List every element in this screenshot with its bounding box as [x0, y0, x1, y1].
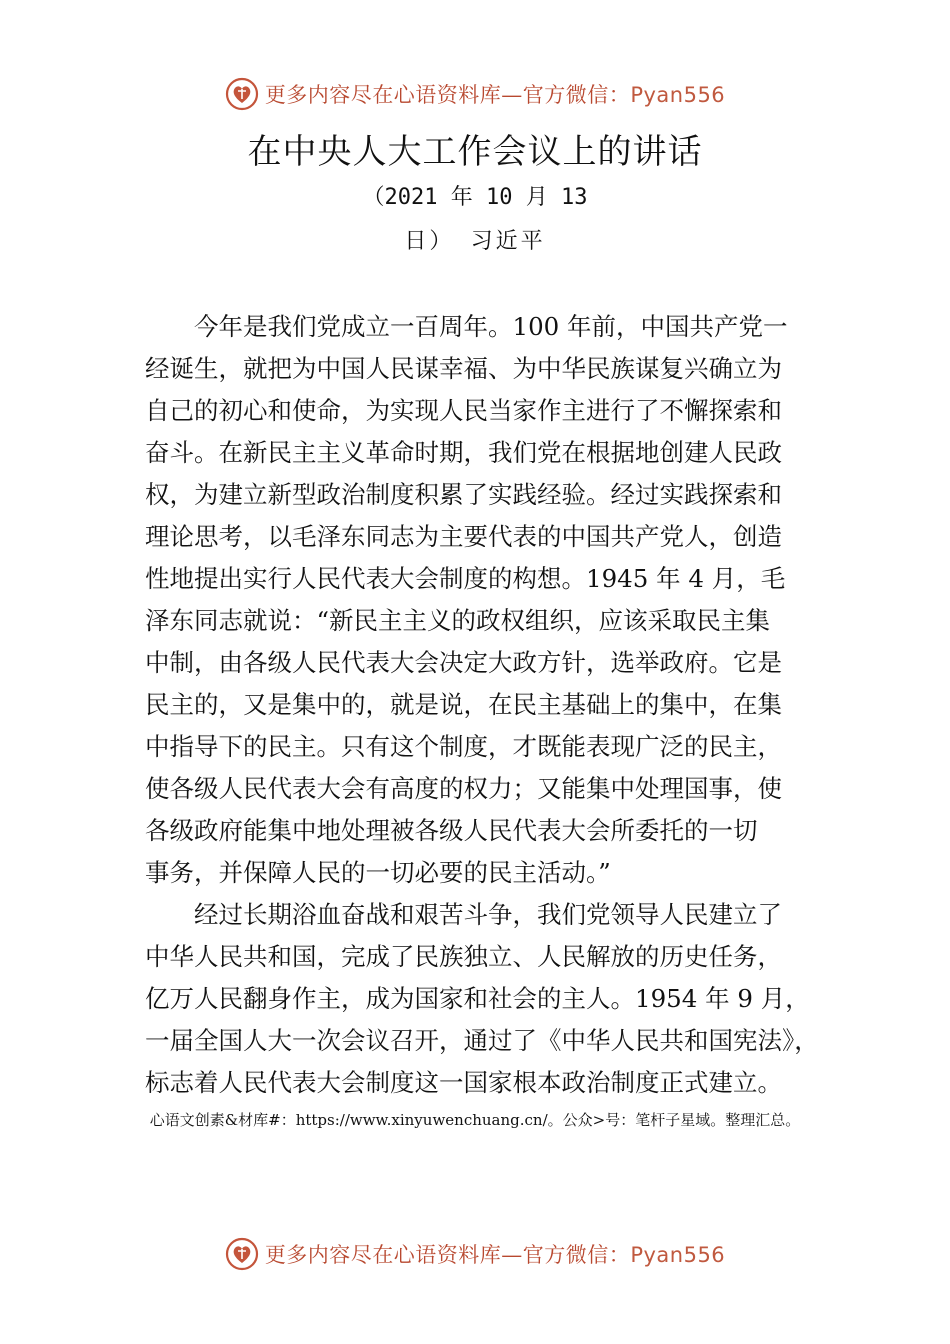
- banner-wechat-id: Pyan556: [630, 1243, 726, 1267]
- text-line: 各级政府能集中地处理被各级人民代表大会所委托的一切: [145, 816, 758, 845]
- heart-seal-logo-icon: [225, 77, 259, 111]
- text-line: 自己的初心和使命，为实现人民当家作主进行了不懈探索和: [145, 396, 782, 425]
- text-line: 泽东同志就说：“新民主主义的政权组织，应该采取民主集: [145, 606, 771, 635]
- top-banner: [0, 72, 950, 116]
- text-line: 中华人民共和国，完成了民族独立、人民解放的历史任务，: [145, 942, 782, 971]
- text-line: 使各级人民代表大会有高度的权力；又能集中处理国事，使: [145, 774, 782, 803]
- footer-source-note: 心语文创素&材库#：https://www.xinyuwenchuang.cn/。公众>号：笔杆子星域。整理汇总。: [149, 1111, 801, 1129]
- text-line: 权，为建立新型政治制度积累了实践经验。经过实践探索和: [145, 480, 782, 509]
- text-line: 亿万人民翻身作主，成为国家和社会的主人。1954 年 9 月，: [145, 984, 810, 1013]
- text-line: 中制，由各级人民代表大会决定大政方针，选举政府。它是: [145, 648, 782, 677]
- text-line: 理论思考，以毛泽东同志为主要代表的中国共产党人，创造: [145, 522, 782, 551]
- banner-text: [265, 79, 725, 109]
- banner-wechat-id: Pyan556: [630, 83, 726, 107]
- paragraph-1: [145, 306, 810, 894]
- heart-seal-logo-icon: [225, 1237, 259, 1271]
- text-line: 中指导下的民主。只有这个制度，才既能表现广泛的民主，: [145, 732, 782, 761]
- text-line: 事务，并保障人民的一切必要的民主活动。”: [145, 858, 611, 887]
- text-line: 性地提出实行人民代表大会制度的构想。1945 年 4 月，毛: [145, 564, 786, 593]
- paragraph-2: [145, 894, 819, 1104]
- text-line: 今年是我们党成立一百周年。100 年前，中国共产党一: [194, 312, 788, 341]
- banner-text-cn: 更多内容尽在心语资料库—官方微信：: [264, 83, 631, 107]
- text-line: 一届全国人大一次会议召开，通过了《中华人民共和国宪法》，: [145, 1026, 819, 1055]
- banner-text: [265, 1239, 725, 1269]
- text-line: 标志着人民代表大会制度这一国家根本政治制度正式建立。: [145, 1068, 782, 1097]
- text-line: 经诞生，就把为中国人民谋幸福、为中华民族谋复兴确立为: [145, 354, 782, 383]
- bottom-banner: [0, 1232, 950, 1276]
- text-line: 民主的，又是集中的，就是说，在民主基础上的集中，在集: [145, 690, 782, 719]
- document-title: 在中央人大工作会议上的讲话: [247, 132, 703, 172]
- banner-text-cn: 更多内容尽在心语资料库—官方微信：: [264, 1243, 631, 1267]
- text-line: 奋斗。在新民主主义革命时期，我们党在根据地创建人民政: [145, 438, 782, 467]
- text-line: 经过长期浴血奋战和艰苦斗争，我们党领导人民建立了: [194, 900, 782, 929]
- document-date-line-1: （2021 年 10 月 13: [362, 185, 588, 210]
- document-body: [145, 306, 819, 1104]
- document-date-author-line: 日） 习近平: [404, 229, 546, 254]
